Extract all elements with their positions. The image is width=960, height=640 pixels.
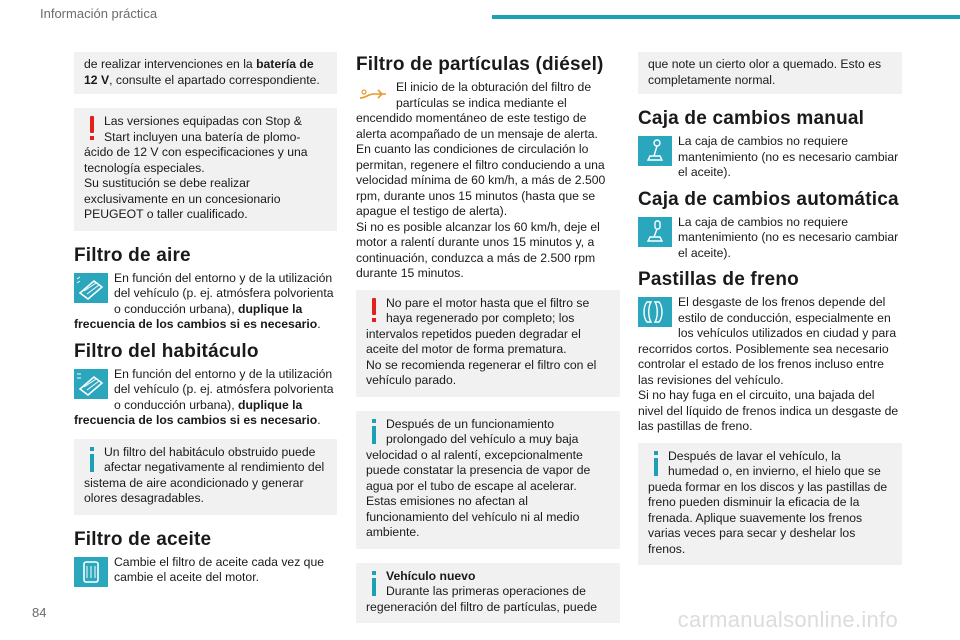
particle-filter-p2: En cuanto las condiciones de circulación lo permitan, regenere el filtro conduciendo a una velocidad mínima de 60 km/h, a más de 2.500 rpm, durante unos 15 minutos (hasta que se apague el testigo de alerta). — [356, 142, 606, 218]
battery-text: de realizar intervenciones en la — [84, 57, 257, 71]
particle-warning-p1: No pare el motor hasta que el filtro se haya regenerado por completo; los intervalos repetidos pueden degradar el aceite del motor de forma prematura. — [366, 295, 590, 356]
manual-gearbox-text: La caja de cambios no requiere mantenimiento (no es necesario cambiar el aceite). — [678, 134, 899, 179]
stopstart-text-2: Su sustitución se debe realizar exclusivamente en un concesionario PEUGEOT o taller cualificado. — [84, 176, 281, 221]
cabin-filter-bold: duplique la frecuencia de los cambios si es necesario — [74, 397, 318, 427]
auto-gearbox-text: La caja de cambios no requiere mantenimiento (no es necesario cambiar el aceite). — [678, 214, 899, 260]
cabin-filter-end: . — [317, 413, 321, 427]
new-vehicle-box — [356, 563, 620, 624]
air-filter-end: . — [317, 317, 321, 331]
particle-warning-box — [356, 290, 620, 397]
brake-pads-p2: Si no hay fuga en el circuito, una bajada del nivel del líquido de frenos indica un desgaste de las pastillas de freno. — [638, 388, 899, 433]
particle-filter-p1: El inicio de la obturación del filtro de partículas se indica mediante el encendido momentáneo de este testigo de alerta acompañado de un mensaje de alerta. — [356, 80, 598, 141]
header-accent-bar — [492, 15, 960, 19]
particle-warning-p2: No se recomienda regenerar el filtro con el vehículo parado. — [366, 357, 597, 387]
battery-text-end: , consulte el apartado correspondiente. — [109, 72, 320, 87]
new-vehicle-title: Vehículo nuevo — [386, 568, 476, 583]
manual-gearbox-title: Caja de cambios manual — [638, 108, 865, 129]
oil-filter-title: Filtro de aceite — [74, 528, 212, 550]
cabin-filter-text: En función del entorno y de la utilización del vehículo (p. ej. atmósfera polvorienta o conducción urbana), — [114, 366, 334, 412]
particle-info-text: Después de un funcionamiento prolongado del vehículo a muy baja velocidad o al ralentí, excepcionalmente puede constatar la presencia de vapor de agua por el tubo de escape al acelerar. Estas emisiones no afectan al funcionamiento del vehículo ni al medio ambiente. — [366, 416, 591, 539]
watermark: carmanualsonline.info — [677, 607, 898, 632]
brake-pads-icon — [638, 297, 672, 327]
stopstart-warning-box — [74, 108, 337, 231]
stopstart-text: Las versiones equipadas con Stop & Start incluyen una batería de plomo-ácido de 12 V con especificaciones y una tecnología especiales. — [84, 114, 308, 175]
cabin-filter-icon — [74, 369, 108, 399]
brake-info-text: Después de lavar el vehículo, la humedad o, en invierno, el hielo que se pueda formar en los discos y las pastillas de freno pueden disminuir la eficacia de la frenada. Aplique suavemente los frenos varias veces para secar y deshelar los frenos. — [648, 448, 888, 556]
air-filter-bold: duplique la frecuencia de los cambios si es necesario — [74, 301, 318, 331]
battery-continuation-box — [74, 52, 337, 94]
continuation-box — [638, 52, 902, 94]
warning-icon — [366, 296, 386, 326]
brake-info-box — [638, 443, 902, 566]
column-2 — [356, 52, 620, 637]
auto-gearbox-title: Caja de cambios automática — [638, 188, 899, 210]
column-1 — [74, 52, 337, 594]
brake-pads-section — [638, 295, 902, 435]
gear-lever-icon — [638, 136, 672, 166]
info-icon — [366, 569, 386, 599]
column-3 — [638, 52, 902, 579]
cabin-filter-section — [74, 367, 337, 429]
particle-filter-title: Filtro de partículas (diésel) — [356, 54, 604, 75]
brake-pads-p1: El desgaste de los frenos depende del estilo de conducción, especialmente en los vehículos utilizados en ciudad y para recorridos cortos. Posiblemente sea necesario controlar el estado de los frenos incluso entre las revisiones del vehículo. — [638, 295, 897, 387]
manual-gearbox-section — [638, 134, 902, 181]
page-number: 84 — [32, 605, 47, 620]
cabin-info-text: Un filtro del habitáculo obstruido puede afectar negativamente al rendimiento del sistema de aire acondicionado y generar olores desagradables. — [84, 444, 325, 505]
info-icon — [366, 417, 386, 447]
particle-info-box — [356, 411, 620, 549]
air-filter-icon — [74, 273, 108, 303]
air-filter-text: En función del entorno y de la utilización del vehículo (p. ej. atmósfera polvorienta o conducción urbana), — [114, 270, 334, 316]
warning-icon — [84, 114, 104, 144]
particle-filter-warning-icon — [356, 80, 390, 108]
air-filter-title: Filtro de aire — [74, 244, 191, 266]
new-vehicle-text: Durante las primeras operaciones de regeneración del filtro de partículas, puede — [366, 584, 598, 614]
oil-filter-icon — [74, 557, 108, 587]
header-title: Información práctica — [40, 6, 158, 21]
auto-gearbox-section — [638, 215, 902, 262]
oil-filter-text: Cambie el filtro de aceite cada vez que cambie el aceite del motor. — [114, 554, 325, 584]
battery-bold: batería de 12 V — [84, 57, 314, 87]
info-icon — [648, 449, 668, 479]
continuation-text: que note un cierto olor a quemado. Esto es completamente normal. — [648, 57, 882, 87]
oil-filter-section — [74, 555, 337, 586]
particle-filter-p3: Si no es posible alcanzar los 60 km/h, deje el motor a ralentí durante unos 15 minutos y, a continuación, conduzca a más de 2.500 rpm durante 15 minutos. — [356, 219, 600, 280]
cabin-info-box — [74, 439, 337, 515]
air-filter-section — [74, 271, 337, 333]
info-icon — [84, 445, 104, 475]
cabin-filter-title: Filtro del habitáculo — [74, 340, 259, 362]
particle-filter-section — [356, 80, 620, 282]
gear-selector-icon — [638, 217, 672, 247]
brake-pads-title: Pastillas de freno — [638, 269, 799, 290]
